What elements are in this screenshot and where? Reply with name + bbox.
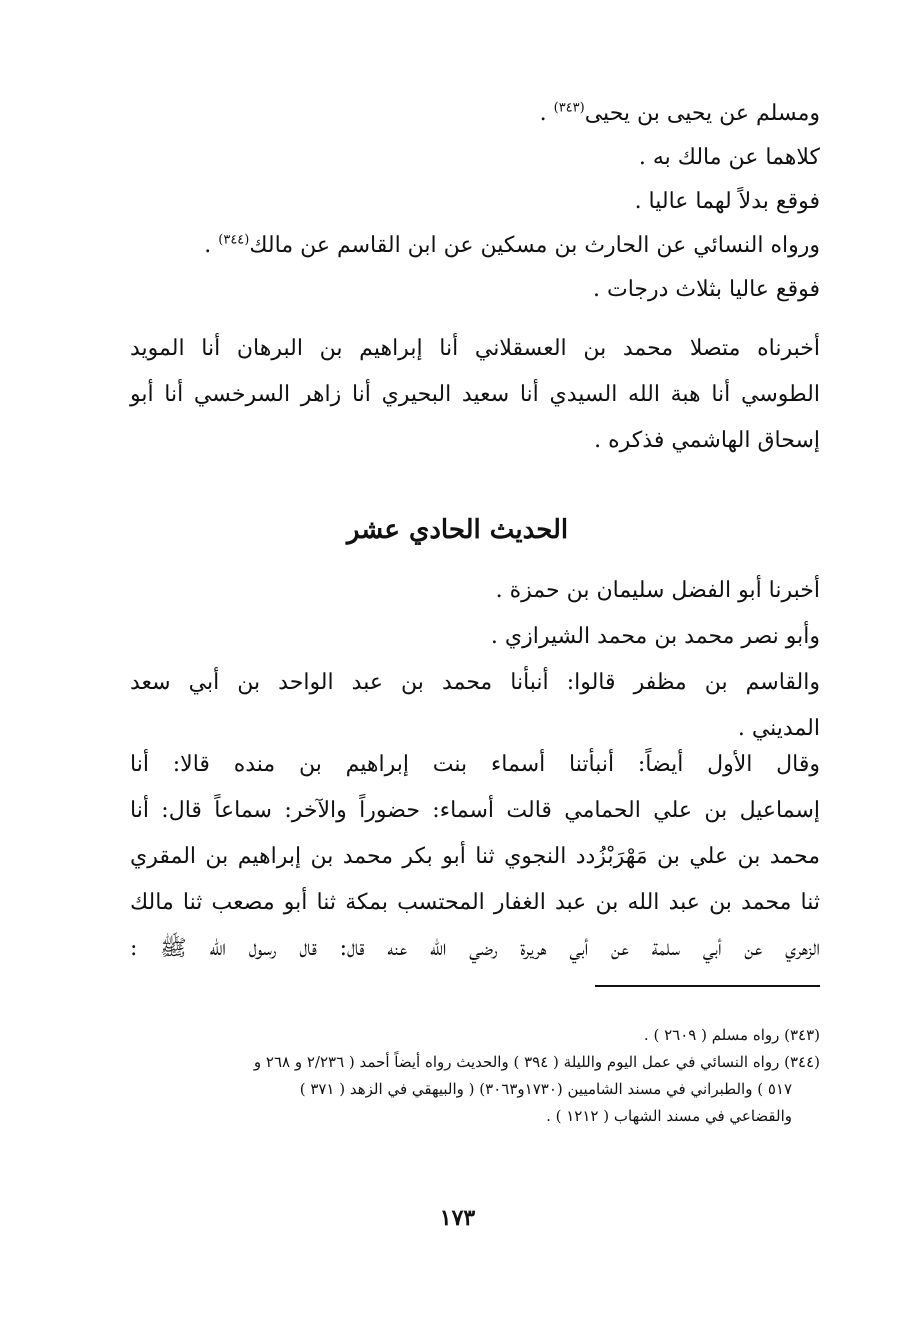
footnote-ref: (٣٤٤) (218, 232, 250, 248)
hadith-chain-paragraph (130, 742, 820, 972)
opening-lines (130, 92, 820, 312)
text-line: ثنا محمد بن عبد الله بن عبد الغفار المحتسب بمكة ثنا أبو مصعب ثنا مالك (130, 890, 820, 915)
footnote-continuation: ٥١٧ ) والطبراني في مسند الشاميين (١٧٣٠و٣٠٦٣) ( والبيهقي في الزهد ( ٣٧١ ) (299, 1080, 792, 1098)
text-line: ومسلم عن يحيى بن يحيى$^{(٣٤٣)}$ . (539, 100, 820, 126)
narrators-paragraph (130, 568, 820, 752)
text-line: ورواه النسائي عن الحارث بن مسكين عن ابن القاسم عن مالك$^{(٣٤٤)}$ . (204, 232, 820, 258)
footnote: (٣٤٣) رواه مسلم ( ٢٦٠٩ ) . (643, 1026, 820, 1044)
text-line: إسماعيل بن علي الحمامي قالت أسماء: حضوراً والآخر: سماعاً قال: أنا (130, 798, 820, 823)
text-line: الزهري عن أبي سلمة عن أبي هريرة رضي الله عنه قال: قال رسول الله ﷺ : (130, 936, 820, 961)
footnote-ref: (٣٤٣) (553, 100, 585, 116)
footnote-separator (595, 985, 820, 987)
text-line: المديني . (737, 716, 820, 741)
text-line: والقاسم بن مظفر قالوا: أنبأنا محمد بن عبد الواحد بن أبي سعد (130, 670, 820, 695)
text-line: إسحاق الهاشمي فذكره . (594, 428, 820, 453)
text-line: أخبرناه متصلا محمد بن العسقلاني أنا إبراهيم بن البرهان أنا المويد (130, 336, 820, 361)
text-line: أخبرنا أبو الفضل سليمان بن حمزة . (495, 578, 820, 603)
text-line: وأبو نصر محمد بن محمد الشيرازي . (490, 624, 820, 649)
page-number: ١٧٣ (439, 1205, 476, 1231)
footnote-continuation: والقضاعي في مسند الشهاب ( ١٢١٢ ) . (546, 1107, 792, 1125)
text-line: فوقع عاليا بثلاث درجات . (593, 277, 820, 302)
isnad-paragraph (130, 326, 820, 464)
footnote: (٣٤٤) رواه النسائي في عمل اليوم والليلة ( ٣٩٤ ) والحديث رواه أيضاً أحمد ( ٢/٢٣٦ و ٢٦٨ و (253, 1053, 820, 1071)
section-heading: الحديث الحادي عشر (346, 515, 569, 545)
text-line: كلاهما عن مالك به . (638, 145, 820, 170)
footnotes (120, 1022, 820, 1130)
text-line: وقال الأول أيضاً: أنبأتنا أسماء بنت إبراهيم بن منده قالا: أنا (130, 752, 820, 777)
text-line: الطوسي أنا هبة الله السيدي أنا سعيد البحيري أنا زاهر السرخسي أنا أبو (130, 382, 820, 407)
text-line: فوقع بدلاً لهما عاليا . (634, 189, 820, 214)
text-line: محمد بن علي بن مَهْرَبْزُدد النجوي ثنا أبو بكر محمد بن إبراهيم بن المقري (130, 844, 820, 869)
